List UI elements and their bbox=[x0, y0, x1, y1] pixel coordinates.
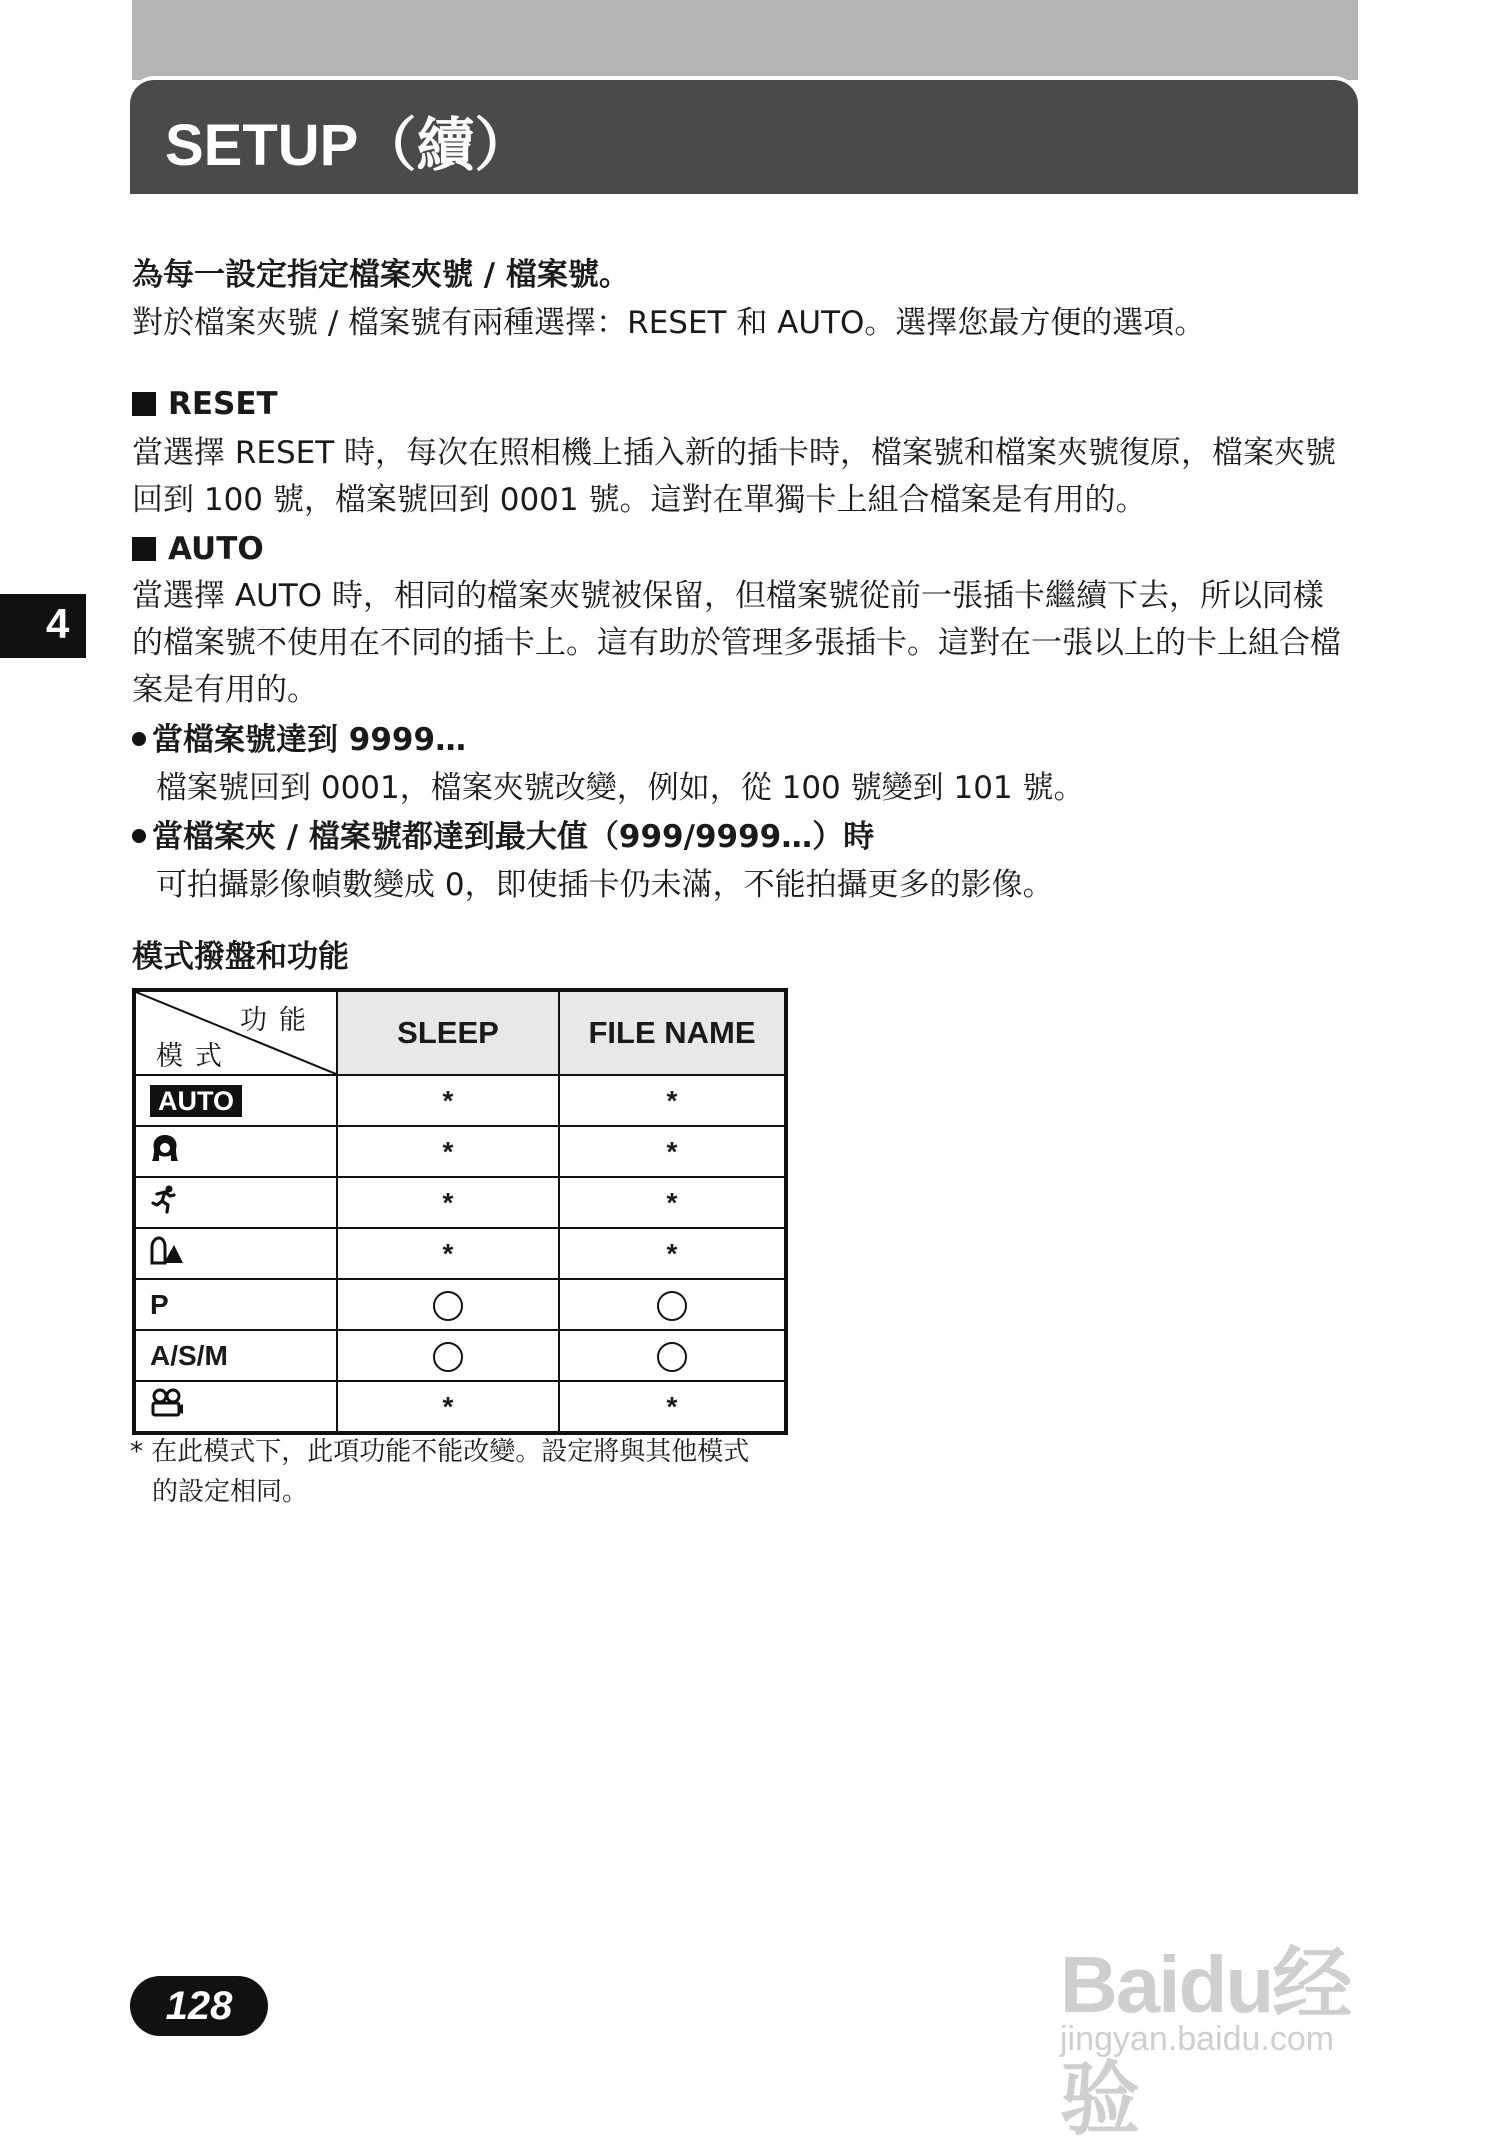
baidu-watermark bbox=[1040, 1880, 1420, 2144]
reset-line-2: 回到 100 號，檔案號回到 0001 號。這對在單獨卡上組合檔案是有用的。 bbox=[132, 482, 1147, 518]
sleep-cell bbox=[337, 1279, 559, 1330]
table-row bbox=[134, 1228, 786, 1279]
table-row bbox=[134, 1075, 786, 1126]
mode-cell: A/S/M bbox=[134, 1330, 337, 1381]
footnote-line-2: 的設定相同。 bbox=[152, 1477, 309, 1507]
table-header-row bbox=[134, 990, 786, 1075]
circle-mark-icon bbox=[433, 1291, 463, 1321]
bullet-text-2: 可拍攝影像幀數變成 0，即使插卡仍未滿，不能拍攝更多的影像。 bbox=[156, 867, 1054, 903]
column-header-sleep: SLEEP bbox=[337, 990, 559, 1075]
file-name-cell bbox=[559, 1279, 786, 1330]
square-bullet-icon bbox=[132, 392, 156, 416]
bullet-dot-icon bbox=[132, 829, 146, 843]
intro-heading: 為每一設定指定檔案夾號 / 檔案號。 bbox=[132, 257, 630, 293]
mode-cell bbox=[134, 1381, 337, 1433]
sleep-cell: * bbox=[337, 1075, 559, 1126]
intro-text: 對於檔案夾號 / 檔案號有兩種選擇：RESET 和 AUTO。選擇您最方便的選項。 bbox=[132, 305, 1206, 341]
mode-cell bbox=[134, 1075, 337, 1126]
table-caption: 模式撥盤和功能 bbox=[132, 939, 349, 975]
bullet-dot-icon bbox=[132, 732, 146, 746]
watermark-brand: Baidu经验 bbox=[1060, 1940, 1351, 2144]
bullet-title-1: 當檔案號達到 9999… bbox=[132, 717, 466, 763]
bullet-title-2: 當檔案夾 / 檔案號都達到最大值（999/9999…）時 bbox=[132, 814, 874, 860]
square-bullet-icon bbox=[132, 537, 156, 561]
chapter-tab bbox=[0, 594, 86, 658]
circle-mark-icon bbox=[433, 1342, 463, 1372]
mode-cell bbox=[134, 1177, 337, 1228]
sleep-cell bbox=[337, 1330, 559, 1381]
page-title: SETUP（續） bbox=[165, 113, 533, 178]
corner-mode-label: 模式 bbox=[156, 1041, 234, 1071]
reset-heading: RESET bbox=[132, 381, 278, 427]
sleep-cell: * bbox=[337, 1177, 559, 1228]
mode-function-table bbox=[132, 988, 788, 1435]
file-name-cell: * bbox=[559, 1228, 786, 1279]
sleep-cell: * bbox=[337, 1228, 559, 1279]
auto-heading: AUTO bbox=[132, 526, 264, 572]
movie-mode-icon bbox=[150, 1388, 184, 1418]
file-name-cell: * bbox=[559, 1381, 786, 1433]
table-row bbox=[134, 1381, 786, 1433]
sleep-cell: * bbox=[337, 1381, 559, 1433]
file-name-cell bbox=[559, 1330, 786, 1381]
file-name-cell: * bbox=[559, 1177, 786, 1228]
corner-function-label: 功能 bbox=[240, 1005, 318, 1035]
table-row bbox=[134, 1177, 786, 1228]
portrait-mode-icon bbox=[150, 1133, 180, 1163]
table-row bbox=[134, 1330, 786, 1381]
table-corner-cell bbox=[134, 990, 337, 1075]
mode-cell: P bbox=[134, 1279, 337, 1330]
auto-mode-badge: AUTO bbox=[150, 1085, 242, 1117]
circle-mark-icon bbox=[657, 1291, 687, 1321]
table-row bbox=[134, 1279, 786, 1330]
mode-cell bbox=[134, 1228, 337, 1279]
header-bar bbox=[130, 80, 1358, 194]
sports-mode-icon bbox=[150, 1184, 180, 1214]
bullet-text-1: 檔案號回到 0001，檔案夾號改變，例如，從 100 號變到 101 號。 bbox=[156, 770, 1085, 806]
sleep-cell: * bbox=[337, 1126, 559, 1177]
auto-line-1: 當選擇 AUTO 時，相同的檔案夾號被保留，但檔案號從前一張插卡繼續下去，所以同樣 bbox=[132, 578, 1324, 614]
landscape-portrait-mode-icon bbox=[150, 1235, 184, 1265]
auto-line-3: 案是有用的。 bbox=[132, 672, 318, 708]
reset-line-1: 當選擇 RESET 時，每次在照相機上插入新的插卡時，檔案號和檔案夾號復原，檔案夾號 bbox=[132, 435, 1337, 471]
header-gray-band bbox=[132, 0, 1358, 80]
footnote-line-1: * 在此模式下，此項功能不能改變。設定將與其他模式 bbox=[130, 1437, 750, 1467]
page-number: 128 bbox=[130, 1976, 268, 2036]
mode-cell bbox=[134, 1126, 337, 1177]
table-row bbox=[134, 1126, 786, 1177]
watermark-url: jingyan.baidu.com bbox=[1060, 2020, 1335, 2058]
file-name-cell: * bbox=[559, 1126, 786, 1177]
auto-line-2: 的檔案號不使用在不同的插卡上。這有助於管理多張插卡。這對在一張以上的卡上組合檔 bbox=[132, 625, 1341, 661]
column-header-file-name: FILE NAME bbox=[559, 990, 786, 1075]
circle-mark-icon bbox=[657, 1342, 687, 1372]
file-name-cell: * bbox=[559, 1075, 786, 1126]
chapter-number: 4 bbox=[46, 600, 70, 647]
